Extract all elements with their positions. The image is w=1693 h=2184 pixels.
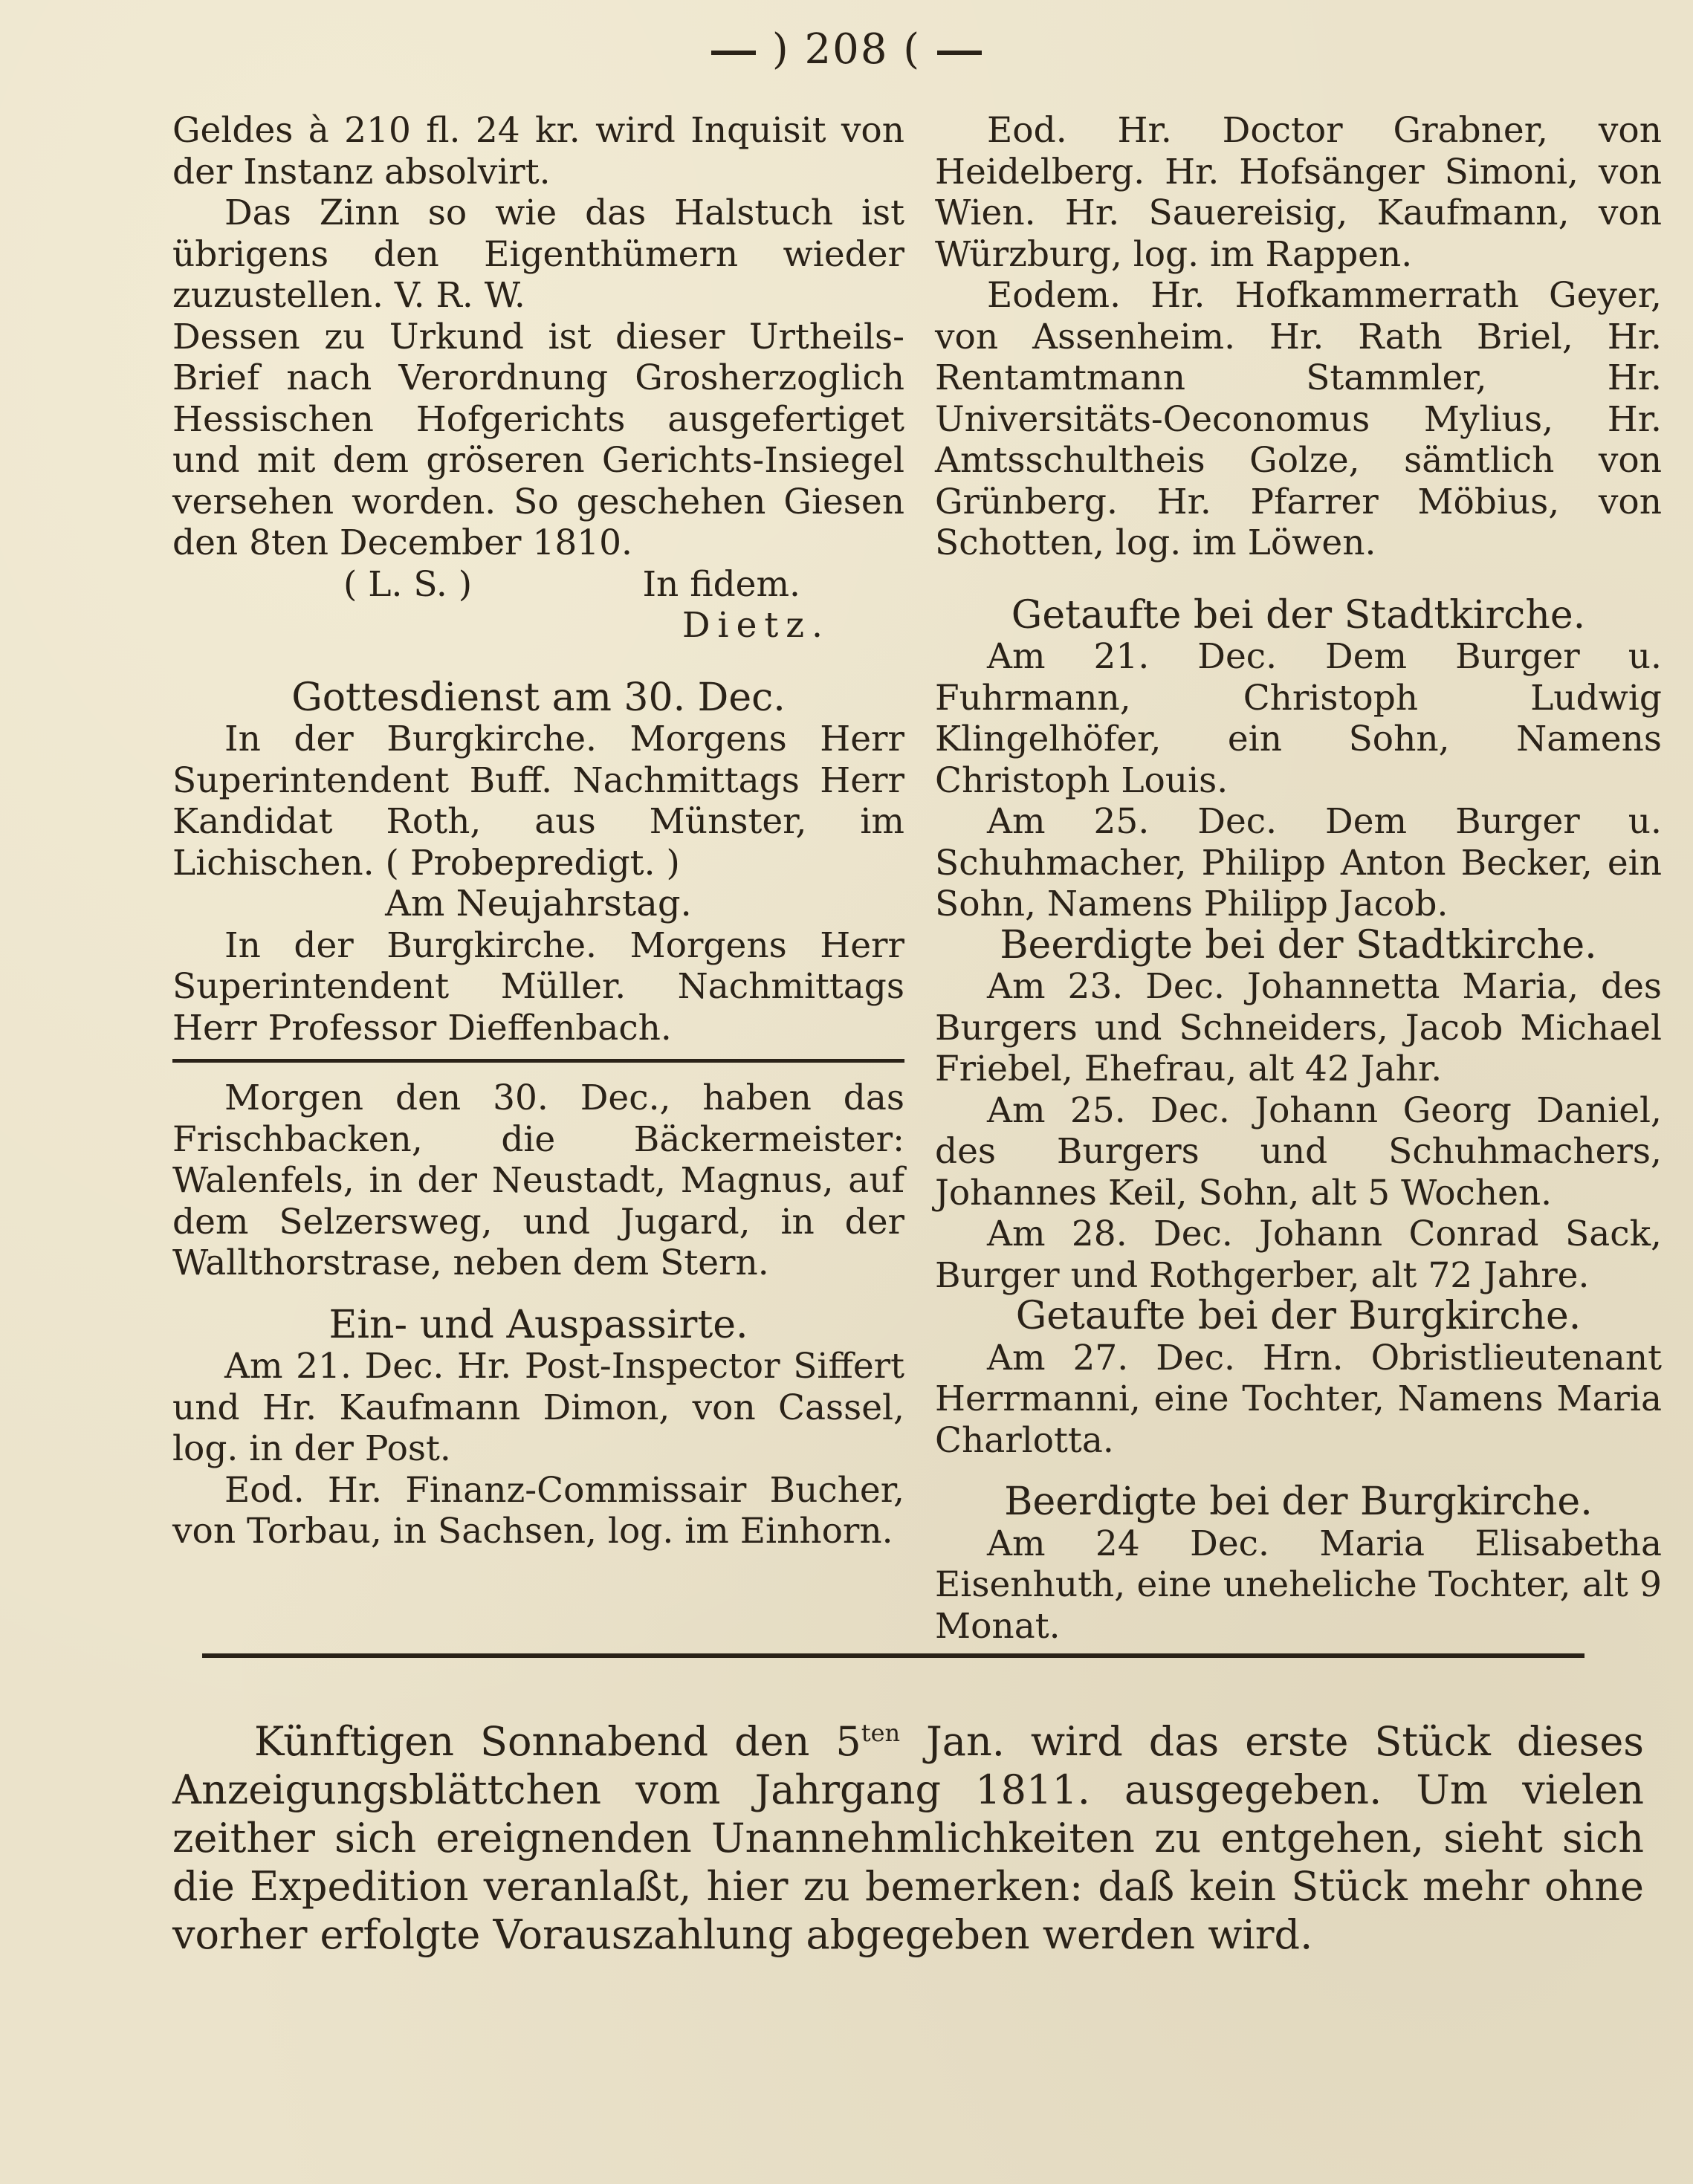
passengers-entry-1: Am 21. Dec. Hr. Post-Inspector Siffert und Hr. Kaufmann Dimon, von Cassel, log. in der Post. <box>172 1346 904 1469</box>
notice-text-rest: Jan. wird das erste Stück dieses Anzeigungsblättchen vom Jahrgang 1811. ausgegeben. Um vielen zeither sich ereignenden Unannehmlichkeiten zu entgehen, sieht sich die Expedition veranlaßt, hier zu bemerken: daß kein Stück mehr ohne vorher erfolgte Vorauszahlung abgegeben werden wird. <box>172 1718 1644 1958</box>
header-dash-left <box>711 51 756 55</box>
buried-burgkirche-heading: Beerdigte bei der Burgkirche. <box>1004 1480 1593 1524</box>
notice-divider <box>202 1653 1584 1658</box>
service-burgkirche: In der Burgkirche. Morgens Herr Superintendent Buff. Nachmittags Herr Kandidat Roth, aus Münster, im Lichischen. ( Probepredigt. ) <box>172 719 904 884</box>
baptism-entry-3: Am 27. Dec. Hrn. Obristlieutenant Herrmanni, eine Tochter, Namens Maria Charlotta. <box>935 1337 1662 1461</box>
baptized-stadtkirche-heading: Getaufte bei der Stadtkirche. <box>1011 592 1586 638</box>
baker-notice: Morgen den 30. Dec., haben das Frischbacken, die Bäckermeister: Walenfels, in der Neustadt, Magnus, auf dem Selzersweg, und Jugard, in der Wallthorstrase, neben dem Stern. <box>172 1078 904 1283</box>
verdict-text: Geldes à 210 fl. 24 kr. wird Inquisit von der Instanz absolvirt. <box>172 110 904 192</box>
notice-paragraph <box>172 1709 1644 1959</box>
gottesdienst-heading: Gottesdienst am 30. Dec. <box>291 675 786 720</box>
burial-entry-4: Am 24 Dec. Maria Elisabetha Eisenhuth, eine uneheliche Tochter, alt 9 Monat. <box>935 1523 1662 1647</box>
baptized-burgkirche-heading: Getaufte bei der Burgkirche. <box>1015 1294 1582 1338</box>
return-items-text: Das Zinn so wie das Halstuch ist übrigens den Eigenthümern wieder zuzustellen. V. R. W. <box>172 192 904 316</box>
guests-entry-1: Eod. Hr. Doctor Grabner, von Heidelberg. Hr. Hofsänger Simoni, von Wien. Hr. Sauereisig, Kaufmann, von Würzburg, log. im Rappen. <box>935 110 1662 275</box>
baptism-entry-2: Am 25. Dec. Dem Burger u. Schuhmacher, Philipp Anton Becker, ein Sohn, Namens Philipp Jacob. <box>935 801 1662 924</box>
page-number: ) 208 ( <box>771 25 922 74</box>
section-divider <box>172 1059 904 1063</box>
burial-entry-3: Am 28. Dec. Johann Conrad Sack, Burger und Rothgerber, alt 72 Jahre. <box>935 1213 1662 1296</box>
guests-entry-2: Eodem. Hr. Hofkammerrath Geyer, von Assenheim. Hr. Rath Briel, Hr. Rentamtmann Stammler, Hr. Universitäts-Oeconomus Mylius, Hr. Amtsschultheis Golze, sämtlich von Grünberg. Hr. Pfarrer Möbius, von Schotten, log. im Löwen. <box>935 275 1662 563</box>
service-neujahr: In der Burgkirche. Morgens Herr Superintendent Müller. Nachmittags Herr Professor Dieffenbach. <box>172 924 904 1049</box>
header-dash-right <box>937 51 982 55</box>
right-column <box>935 110 1662 1647</box>
notice-text-start: Künftigen Sonnabend den 5 <box>254 1718 861 1765</box>
buried-stadtkirche-heading: Beerdigte bei der Stadtkirche. <box>1000 922 1597 968</box>
neujahr-heading: Am Neujahrstag. <box>385 883 692 924</box>
seal-mark: ( L. S. ) <box>343 563 473 605</box>
passengers-heading: Ein- und Auspassirte. <box>328 1302 748 1347</box>
notice-superscript: ten <box>861 1719 901 1747</box>
certification-text: Dessen zu Urkund ist dieser Urtheils-Brief nach Verordnung Grosherzoglich Hessischen Hofgerichts ausgefertiget und mit dem gröseren Gerichts-Insiegel versehen worden. So geschehen Giesen den 8ten December 1810. <box>172 316 904 563</box>
page-header <box>0 25 1693 74</box>
in-fidem: In fidem. <box>642 563 800 605</box>
baptism-entry-1: Am 21. Dec. Dem Burger u. Fuhrmann, Christoph Ludwig Klingelhöfer, ein Sohn, Namens Christoph Louis. <box>935 636 1662 801</box>
signature: Dietz. <box>682 605 830 646</box>
burial-entry-2: Am 25. Dec. Johann Georg Daniel, des Burgers und Schuhmachers, Johannes Keil, Sohn, alt 5 Wochen. <box>935 1089 1662 1213</box>
burial-entry-1: Am 23. Dec. Johannetta Maria, des Burgers und Schneiders, Jacob Michael Friebel, Ehefrau, alt 42 Jahr. <box>935 966 1662 1089</box>
passengers-entry-2: Eod. Hr. Finanz-Commissair Bucher, von Torbau, in Sachsen, log. im Einhorn. <box>172 1469 904 1552</box>
left-column <box>172 110 904 1552</box>
seal-row <box>172 564 904 606</box>
